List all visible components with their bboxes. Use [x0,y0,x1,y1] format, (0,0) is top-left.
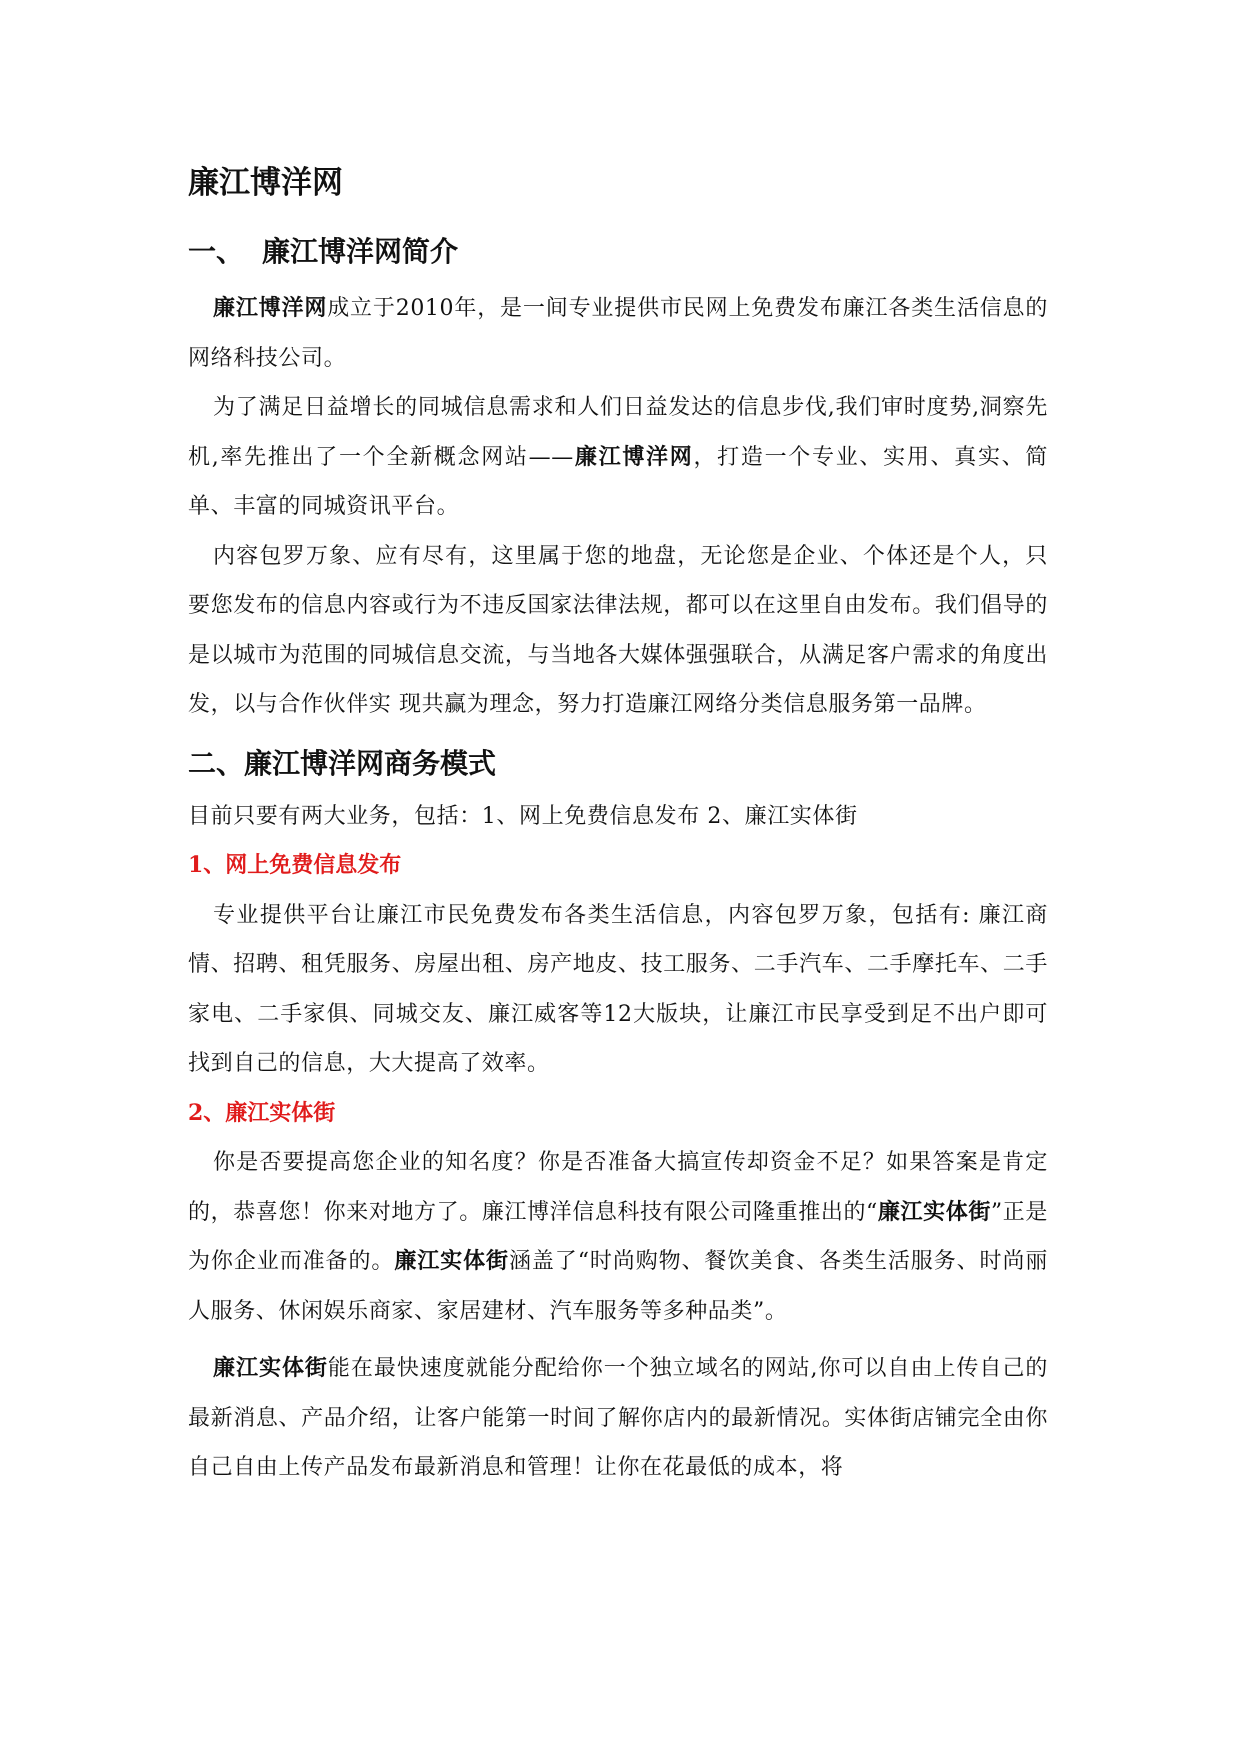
brand-name-bold: 廉江实体街 [877,1198,991,1225]
brand-name-bold: 廉江实体街 [213,1355,328,1381]
section-1-heading [188,230,1048,274]
brand-name-bold: 廉江博洋网 [213,295,328,321]
subsection-2-paragraph-2 [188,1344,1048,1493]
section-1-paragraph-3: 内容包罗万象、应有尽有，这里属于您的地盘，无论您是企业、个体还是个人，只要您发布的信息内容或行为不违反国家法律法规，都可以在这里自由发布。我们倡导的是以城市为范围的同城信息交流，与当地各大媒体强强联合，从满足客户需求的角度出发，以与合作伙伴实 现共赢为理念，努力打造廉江网络分类信息服务第一品牌。 [188,543,1048,717]
section-2-intro: 目前只要有两大业务，包括：1、网上免费信息发布 2、廉江实体街 [188,803,858,829]
section-1-title: 廉江博洋网简介 [262,235,459,268]
section-1-number: 一、 [188,235,245,268]
subsection-1-heading: 1、网上免费信息发布 [188,852,402,878]
brand-name-bold: 廉江博洋网 [573,443,694,470]
brand-name-bold: 廉江实体街 [394,1248,509,1274]
subsection-2-paragraph-1 [188,1138,1048,1336]
paragraph-text: ”正是为你企业而准备的。 [188,1199,1048,1274]
paragraph-text: 涵盖了“时尚购物、餐饮美食、各类生活服务、时尚丽人服务、休闲娱乐商家、家居建材、汽车服务等多种品类”。 [188,1249,1048,1324]
document-title: 廉江博洋网 [188,165,343,201]
subsection-1-paragraph: 专业提供平台让廉江市民免费发布各类生活信息，内容包罗万象，包括有: 廉江商情、招聘、租凭服务、房屋出租、房产地皮、技工服务、二手汽车、二手摩托车、二手家电、二手家俱、同城交友、廉江威客等12大版块，让廉江市民享受到足不出户即可找到自己的信息，大大提高了效率。 [188,902,1048,1076]
paragraph-text: ，打造一个专业、实用、真实、简单、丰富的同城资讯平台。 [188,444,1048,519]
subsection-2-heading: 2、廉江实体街 [188,1099,336,1126]
section-1-paragraph-2 [188,383,1048,532]
paragraph-text: 成立于2010年，是一间专业提供市民网上免费发布廉江各类生活信息的网络科技公司。 [188,296,1048,371]
section-1-paragraph-1 [188,284,1048,383]
section-2-heading: 二、廉江博洋网商务模式 [188,746,497,780]
paragraph-text: 为了满足日益增长的同城信息需求和人们日益发达的信息步伐,我们审时度势,洞察先机,率先推出了一个全新概念网站—— [188,395,1048,470]
paragraph-text: 你是否要提高您企业的知名度？你是否准备大搞宣传却资金不足？如果答案是肯定的，恭喜您！你来对地方了。廉江博洋信息科技有限公司隆重推出的“ [188,1150,1048,1225]
paragraph-text: 能在最快速度就能分配给你一个独立域名的网站,你可以自由上传自己的最新消息、产品介绍，让客户能第一时间了解你店内的最新情况。实体街店铺完全由你自己自由上传产品发布最新消息和管理！让你在花最低的成本，将 [188,1356,1048,1480]
document-page [188,158,1048,1493]
